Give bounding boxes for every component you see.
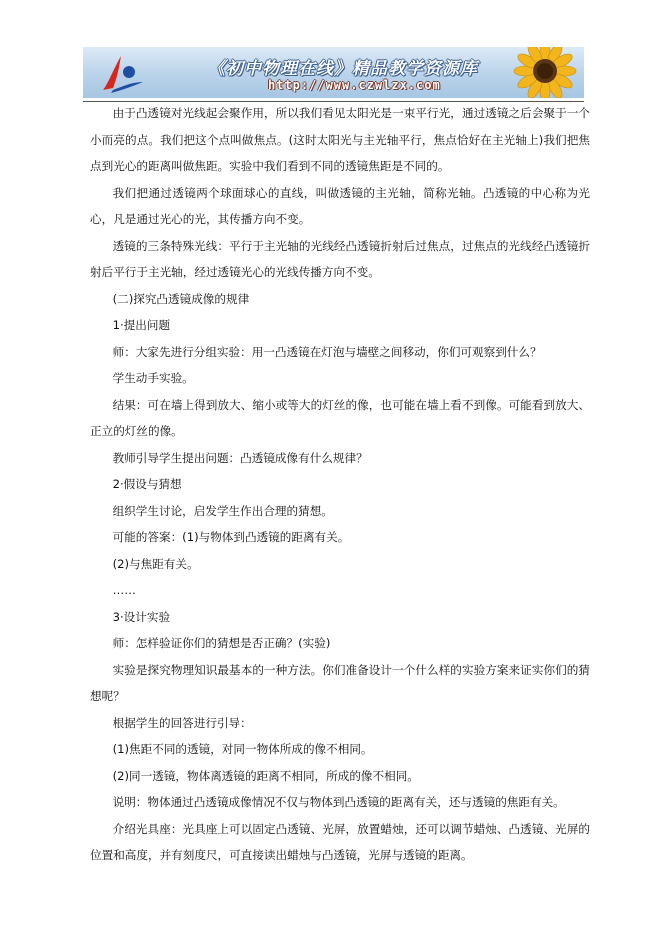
paragraph-point-1: (1)焦距不同的透镜，对同一物体所成的像不相同。 — [112, 742, 373, 756]
header-banner — [83, 47, 584, 98]
paragraph-guidance: 根据学生的回答进行引导： — [112, 715, 252, 730]
red-blue-swoosh-logo-icon — [99, 52, 145, 94]
paragraph-point-2: (2)同一透镜，物体离透镜的距离不相同，所成的像不相同。 — [112, 768, 419, 783]
sunflower-icon — [501, 47, 584, 98]
paragraph-discussion: 组织学生讨论，启发学生作出合理的猜想。 — [112, 503, 333, 518]
step-heading: 3·设计实验 — [112, 609, 171, 624]
section-heading: (二)探究凸透镜成像的规律 — [112, 291, 250, 306]
paragraph-explanation: 说明：物体通过凸透镜成像情况不仅与物体到凸透镜的距离有关，还与透镜的焦距有关。 — [112, 795, 565, 809]
document-body — [90, 100, 590, 869]
paragraph-focus: 由于凸透镜对光线起会聚作用，所以我们看见太阳光是一束平行光，通过透镜之后会聚于一个小而亮的点。我们把这个点叫做焦点。(这时太阳光与主光轴平行，焦点恰好在主光轴上)我们把焦点到光心的距离叫做焦距。实验中我们看到不同的透镜焦距是不同的。 — [90, 106, 590, 173]
banner-title: 《初中物理在线》精品教学资源库 — [208, 59, 478, 79]
paragraph-experiment-method: 实验是探究物理知识最基本的一种方法。你们准备设计一个什么样的实验方案来证实你们的猜想呢？ — [90, 662, 590, 703]
paragraph-answer-2: (2)与焦距有关。 — [112, 556, 199, 571]
paragraph-verify-question: 师：怎样验证你们的猜想是否正确？(实验) — [112, 636, 331, 650]
paragraph-answer-1: 可能的答案：(1)与物体到凸透镜的距离有关。 — [112, 530, 350, 544]
paragraph-student-experiment: 学生动手实验。 — [112, 371, 194, 385]
step-heading: 1·提出问题 — [112, 318, 171, 332]
paragraph-result: 结果：可在墙上得到放大、缩小或等大的灯丝的像，也可能在墙上看不到像。可能看到放大、正立的灯丝的像。 — [90, 397, 590, 438]
paragraph-optical-bench: 介绍光具座：光具座上可以固定凸透镜、光屏，放置蜡烛，还可以调节蜡烛、凸透镜、光屏的位置和高度，并有刻度尺，可直接读出蜡烛与凸透镜，光屏与透镜的距离。 — [90, 821, 590, 862]
paragraph-special-rays: 透镜的三条特殊光线：平行于主光轴的光线经凸透镜折射后过焦点，过焦点的光线经凸透镜折射后平行于主光轴，经过透镜光心的光线传播方向不变。 — [90, 238, 590, 279]
paragraph-optical-axis: 我们把通过透镜两个球面球心的直线，叫做透镜的主光轴，简称光轴。凸透镜的中心称为光心，凡是通过光心的光，其传播方向不变。 — [90, 185, 590, 226]
banner-url: http://www.czwlzx.com — [268, 78, 441, 92]
step-heading: 2·假设与猜想 — [112, 477, 182, 491]
paragraph-ellipsis: …… — [112, 583, 136, 597]
paragraph-teacher-question: 师：大家先进行分组实验：用一凸透镜在灯泡与墙壁之间移动，你们可观察到什么？ — [112, 344, 542, 359]
paragraph-guide-question: 教师引导学生提出问题：凸透镜成像有什么规律？ — [112, 450, 368, 465]
